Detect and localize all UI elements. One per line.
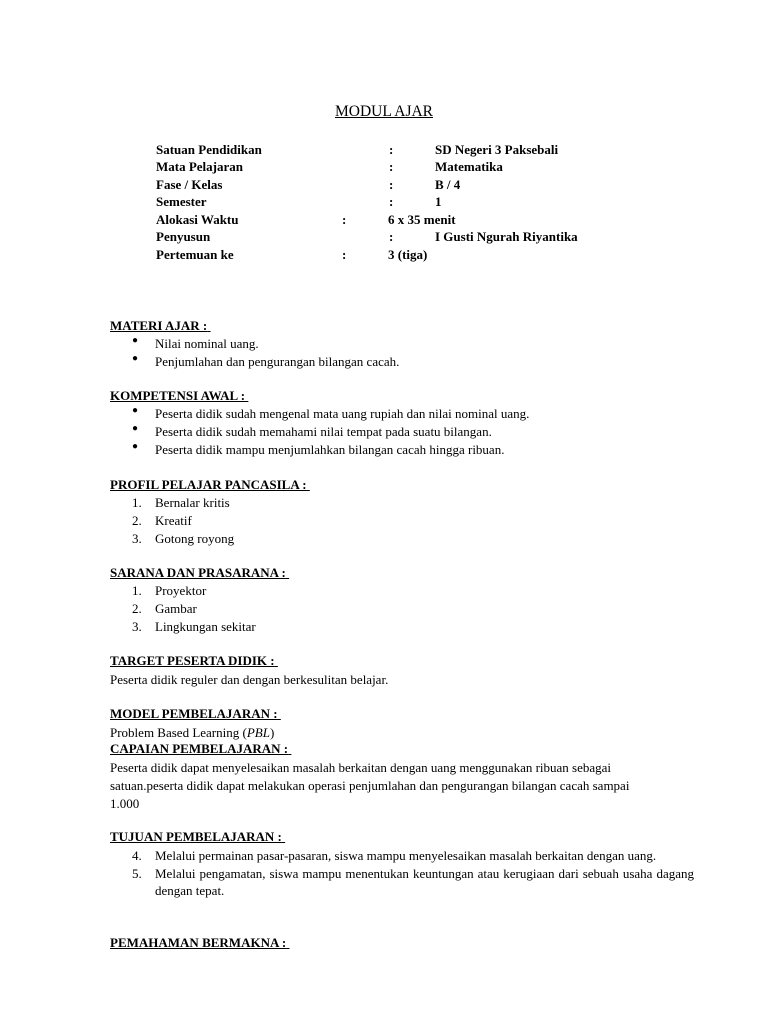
section-heading: TUJUAN PEMBELAJARAN : — [110, 829, 282, 844]
section-model-pembelajaran — [110, 706, 694, 742]
identity-value: 3 (tiga) — [388, 247, 428, 262]
section-capaian-pembelajaran — [110, 741, 694, 813]
section-tujuan-pembelajaran — [110, 829, 694, 900]
identity-label: Satuan Pendidikan — [156, 142, 262, 157]
section-heading: CAPAIAN PEMBELAJARAN : — [110, 741, 289, 756]
identity-colon: : — [342, 212, 347, 227]
list-item: ● Peserta didik sudah mengenal mata uang rupiah dan nilai nominal uang. — [132, 405, 530, 421]
list-item: 2. Kreatif — [132, 513, 192, 528]
identity-value: 1 — [435, 194, 442, 209]
identity-label: Mata Pelajaran — [156, 159, 244, 174]
list-item: 3. Gotong royong — [132, 531, 235, 546]
bullet-icon: ● — [132, 405, 139, 416]
section-heading: TARGET PESERTA DIDIK : — [110, 653, 275, 668]
section-profil-pelajar — [110, 477, 694, 549]
section-heading: KOMPETENSI AWAL : — [110, 388, 246, 403]
section-heading: PEMAHAMAN BERMAKNA : — [110, 935, 287, 950]
identity-colon: : — [389, 159, 394, 174]
section-heading: MATERI AJAR : — [110, 318, 208, 333]
identity-colon: : — [389, 142, 394, 157]
section-heading: PROFIL PELAJAR PANCASILA : — [110, 477, 307, 492]
identity-value: I Gusti Ngurah Riyantika — [435, 229, 578, 244]
section-text-line: Peserta didik dapat menyelesaikan masalah berkaitan dengan uang menggunakan ribuan sebagai — [110, 760, 612, 775]
identity-colon: : — [389, 177, 394, 192]
bullet-icon: ● — [132, 335, 139, 346]
identity-label: Fase / Kelas — [156, 177, 223, 192]
list-item: 5. Melalui pengamatan, siswa mampu menentukan keuntungan atau kerugiaan dari sebuah usaha dagang dengan tepat. — [132, 865, 694, 898]
identity-label: Semester — [156, 194, 207, 209]
identity-label: Pertemuan ke — [156, 247, 234, 262]
section-text-line: 1.000 — [110, 796, 140, 811]
section-heading: MODEL PEMBELAJARAN : — [110, 706, 278, 721]
bullet-icon: ● — [132, 353, 139, 364]
list-item: ● Peserta didik mampu menjumlahkan bilangan cacah hingga ribuan. — [132, 441, 505, 457]
section-pemahaman-bermakna — [110, 935, 694, 953]
list-item: ● Penjumlahan dan pengurangan bilangan cacah. — [132, 353, 400, 369]
identity-colon: : — [389, 194, 394, 209]
identity-value: B / 4 — [435, 177, 461, 192]
list-item: ● Nilai nominal uang. — [132, 335, 259, 351]
identity-colon: : — [342, 247, 347, 262]
section-heading: SARANA DAN PRASARANA : — [110, 565, 286, 580]
identity-value: SD Negeri 3 Paksebali — [435, 142, 559, 157]
list-item: 4. Melalui permainan pasar-pasaran, siswa mampu menyelesaikan masalah berkaitan dengan uang. — [132, 848, 657, 863]
section-materi-ajar — [110, 318, 694, 372]
section-text: Peserta didik reguler dan dengan berkesulitan belajar. — [110, 672, 389, 687]
section-text-line: satuan.peserta didik dapat melakukan operasi penjumlahan dan pengurangan bilangan cacah sampai — [110, 778, 630, 793]
identity-colon: : — [389, 229, 394, 244]
identity-value: Matematika — [435, 159, 503, 174]
identity-label: Alokasi Waktu — [156, 212, 239, 227]
list-item: 2. Gambar — [132, 601, 197, 616]
section-target-peserta — [110, 653, 694, 689]
list-item: 1. Bernalar kritis — [132, 495, 230, 510]
section-kompetensi-awal — [110, 388, 694, 460]
bullet-icon: ● — [132, 441, 139, 452]
section-text: Problem Based Learning (PBL) — [110, 725, 275, 740]
page-title: MODUL AJAR — [334, 103, 434, 120]
list-item: 3. Lingkungan sekitar — [132, 619, 256, 634]
identity-value: 6 x 35 menit — [388, 212, 456, 227]
identity-label: Penyusun — [156, 229, 211, 244]
bullet-icon: ● — [132, 423, 139, 434]
list-item: 1. Proyektor — [132, 583, 207, 598]
section-sarana-prasarana — [110, 565, 694, 637]
list-item: ● Peserta didik sudah memahami nilai tempat pada suatu bilangan. — [132, 423, 492, 439]
